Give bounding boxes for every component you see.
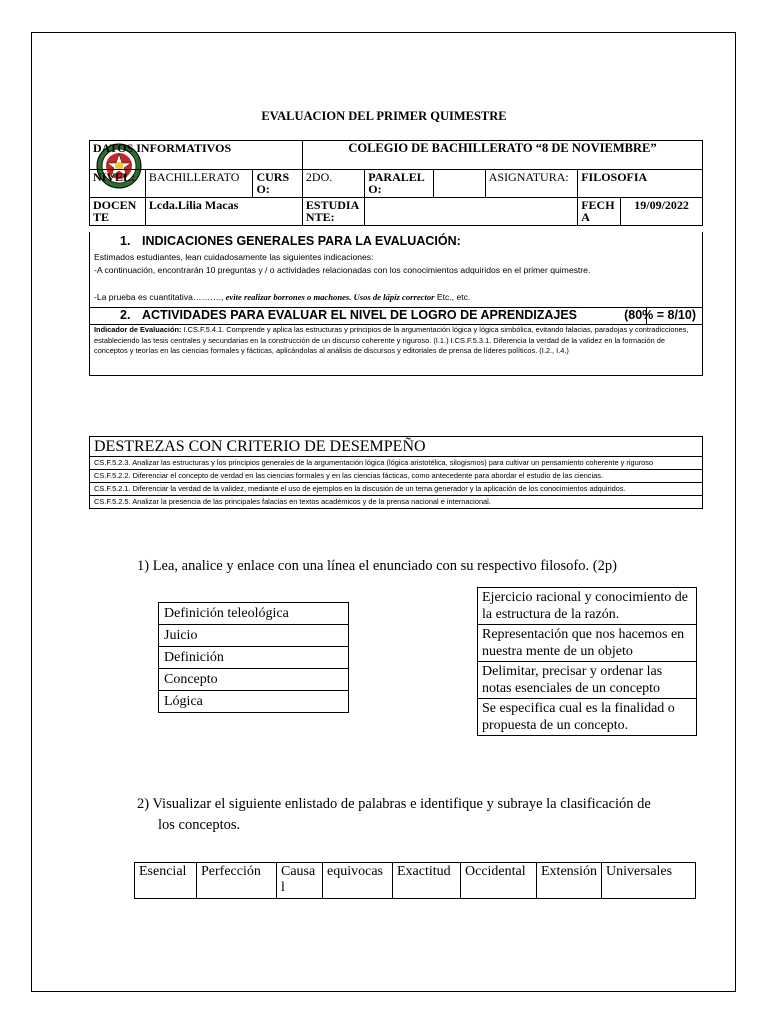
curso-label: CURSO: [253, 170, 302, 198]
nivel-label: NIVEL: [90, 170, 146, 198]
paralelo-label: PARALELO: [365, 170, 434, 198]
q1-left-column [158, 602, 349, 713]
estudiante-value[interactable] [365, 198, 578, 226]
paralelo-value[interactable] [434, 170, 486, 198]
destrezas-heading: DESTREZAS CON CRITERIO DE DESEMPEÑO [90, 437, 702, 457]
indicaciones-block [89, 232, 703, 376]
indicaciones-heading [90, 234, 702, 248]
fecha-value: 19/09/2022 [621, 198, 703, 226]
indicador-text: I.CS.F.5.4.1. Comprende y aplica las estructuras y principios de la argumentación lógica y lógica simbólica, evitando falacias, paradojas y contradicciones, estableciendo las tesis centrales y secundarias en la construcción de un discurso coherente y riguroso. (I.1.) I.CS.F.5.3.1. Diferencia la verdad de la validez en la formación de conceptos y teorías en las ciencias formales y fácticas, aplicándolas al análisis de discursos y editoriales de prensa de líderes políticos. (I.2., I.4.) [94, 325, 689, 356]
indicaciones-line-2: -A continuación, encontrarán 10 preguntas y / o actividades relacionadas con los conocimientos adquiridos en el primer quimestre. [94, 265, 591, 275]
q2-word-table [134, 862, 696, 899]
q2-word-cell[interactable]: Esencial [135, 863, 197, 899]
destreza-item: CS.F.5.2.2. Diferenciar el concepto de verdad en las ciencias formales y en las ciencias fácticas, como antecedente para abordar el estudio de las ciencias. [90, 470, 702, 483]
q1-right-item[interactable]: Delimitar, precisar y ordenar las notas esenciales de un concepto [478, 662, 697, 699]
q2-word-cell[interactable]: Exactitud [393, 863, 461, 899]
indicador-evaluacion [94, 325, 698, 357]
q2-word-cell[interactable]: Causal [277, 863, 323, 899]
q2-word-cell[interactable]: Extensión [537, 863, 602, 899]
fecha-label: FECHA [578, 198, 621, 226]
asignatura-label: ASIGNATURA: [485, 170, 577, 198]
indicaciones-line-1: Estimados estudiantes, lean cuidadosamente las siguientes indicaciones: [94, 252, 374, 262]
docente-label: DOCENTE [90, 198, 146, 226]
indicador-label: Indicador de Evaluación: [94, 325, 182, 334]
destreza-item: CS.F.5.2.3. Analizar las estructuras y los principios generales de la argumentación lógica (lógica aristotélica, silogismos) para cultivar un pensamiento coherente y riguroso [90, 457, 702, 470]
actividades-score: (80% = 8/10) [624, 308, 696, 322]
indicaciones-line-3-italic: evite realizar borrones o machones. Usos de lápiz corrector [223, 292, 435, 302]
question-1-text: 1) Lea, analice y enlace con una línea el enunciado con su respectivo filosofo. (2p) [137, 558, 617, 574]
actividades-heading [90, 308, 702, 322]
q1-left-item[interactable]: Definición [159, 647, 349, 669]
indicaciones-line-3-end: Etc., etc. [434, 292, 471, 302]
datos-informativos-label: DATOS INFORMATIVOS [90, 141, 303, 170]
q1-right-column [477, 587, 697, 736]
q1-left-item[interactable]: Definición teleológica [159, 603, 349, 625]
q1-right-item[interactable]: Ejercicio racional y conocimiento de la estructura de la razón. [478, 588, 697, 625]
estudiante-label: ESTUDIANTE: [302, 198, 364, 226]
q1-left-item[interactable]: Juicio [159, 625, 349, 647]
q2-word-cell[interactable]: Occidental [461, 863, 537, 899]
nivel-value: BACHILLERATO [145, 170, 253, 198]
destreza-item: CS.F.5.2.1. Diferenciar la verdad de la validez, mediante el uso de ejemplos en la discusión de un tema generador y la aplicación de los conocimientos adquiridos. [90, 483, 702, 496]
q2-word-cell[interactable]: Universales [602, 863, 696, 899]
q1-right-item[interactable]: Representación que nos hacemos en nuestra mente de un objeto [478, 625, 697, 662]
indicaciones-line-3-start: -La prueba es cuantitativa………., [94, 292, 224, 302]
curso-value: 2DO. [302, 170, 364, 198]
actividades-number: 2. [120, 308, 131, 322]
docente-value: Lcda.Lilia Macas [145, 198, 302, 226]
question-2-text-line-2: los conceptos. [158, 817, 241, 833]
destrezas-table [89, 436, 703, 509]
q1-right-item[interactable]: Se especifica cual es la finalidad o propuesta de un concepto. [478, 699, 697, 736]
q1-left-item[interactable]: Lógica [159, 691, 349, 713]
school-name: COLEGIO DE BACHILLERATO “8 DE NOVIEMBRE” [302, 141, 702, 170]
indicaciones-number: 1. [120, 234, 131, 248]
q1-left-item[interactable]: Concepto [159, 669, 349, 691]
asignatura-value: FILOSOFIA [578, 170, 703, 198]
actividades-heading-text: ACTIVIDADES PARA EVALUAR EL NIVEL DE LOGRO DE APRENDIZAJES [142, 308, 578, 322]
page-title: EVALUACION DEL PRIMER QUIMESTRE [261, 109, 507, 123]
indicaciones-line-3 [94, 291, 698, 304]
indicaciones-heading-text: INDICACIONES GENERALES PARA LA EVALUACIÓN: [142, 234, 461, 248]
header-table [89, 140, 703, 226]
question-2-text-line-1: 2) Visualizar el siguiente enlistado de palabras e identifique y subraye la clasificación de [137, 796, 651, 812]
destreza-item: CS.F.5.2.5. Analizar la presencia de las principales falacias en textos académicos y de la prensa nacional e internacional. [94, 497, 491, 506]
q2-word-cell[interactable]: Perfección [197, 863, 277, 899]
q2-word-cell[interactable]: equivocas [323, 863, 393, 899]
